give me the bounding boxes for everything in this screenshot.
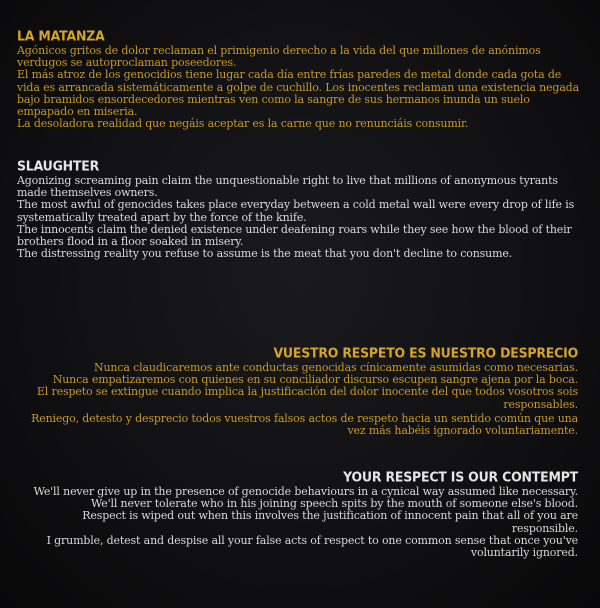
slaughter-paragraph: Agonizing screaming pain claim the unquestionable right to live that millions of anonymous tyrants made themselves owners. [17,174,558,200]
slaughter-title: SLAUGHTER [17,158,100,174]
vuestro-respeto-section [20,345,578,437]
vuestro-respeto-paragraph: Nunca claudicaremos ante conductas genocidas cínicamente asumidas como necesarias. [93,361,578,374]
vuestro-respeto-paragraph: El respeto se extingue cuando implica la justificación del dolor inocente del que todos vosotros sois responsables. [36,385,578,411]
slaughter-paragraph: The most awful of genocides takes place everyday between a cold metal wall were every drop of life is systematically treated apart by the force of the knife. [17,198,575,224]
la-matanza-paragraph: La desoladora realidad que negáis aceptar es la carne que no renunciáis consumir. [17,117,469,131]
your-respect-paragraph: Respect is wiped out when this involves the justification of innocent pain that all of you are responsible. [82,509,578,535]
your-respect-paragraph: We'll never give up in the presence of genocide behaviours in a cynical way assumed like necessary. [33,485,578,498]
vuestro-respeto-title: VUESTRO RESPETO ES NUESTRO DESPRECIO [273,345,578,361]
slaughter-paragraph: The innocents claim the denied existence under deafening roars while they see how the blood of their brothers flood in a floor soaked in misery. [17,222,572,249]
slaughter-paragraph: The distressing reality you refuse to assume is the meat that you don't decline to consume. [17,247,513,261]
la-matanza-paragraph: Agónicos gritos de dolor reclaman el primigenio derecho a la vida del que millones de anónimos verdugos se autoproclaman poseedores. [17,44,541,70]
vuestro-respeto-paragraph: Nunca empatizaremos con quienes en su conciliador discurso escupen sangre ajena por la boca. [52,373,578,387]
your-respect-title: YOUR RESPECT IS OUR CONTEMPT [343,469,578,485]
your-respect-section [20,469,578,559]
la-matanza-paragraph: El más atroz de los genocidios tiene lugar cada día entre frías paredes de metal donde cada gota de vida es arrancada sistemáticamente a golpe de cuchillo. Los inocentes reclaman una existencia negada bajo bramidos ensordecedores mientras ven como la sangre de sus hermanos inunda un suelo empapado en miseria. [17,68,579,119]
your-respect-paragraph: I grumble, detest and despise all your false acts of respect to one common sense that once you've voluntarily ignored. [46,533,578,560]
la-matanza-section [17,28,587,130]
your-respect-paragraph: We'll never tolerate who in his joining speech spits by the mouth of someone else's blood. [90,497,578,511]
la-matanza-title: LA MATANZA [17,28,105,44]
vuestro-respeto-paragraph: Reniego, detesto y desprecio todos vuestros falsos actos de respeto hacia un sentido común que una vez más habéis ignorado voluntariamente. [31,411,578,438]
slaughter-section [17,158,587,260]
